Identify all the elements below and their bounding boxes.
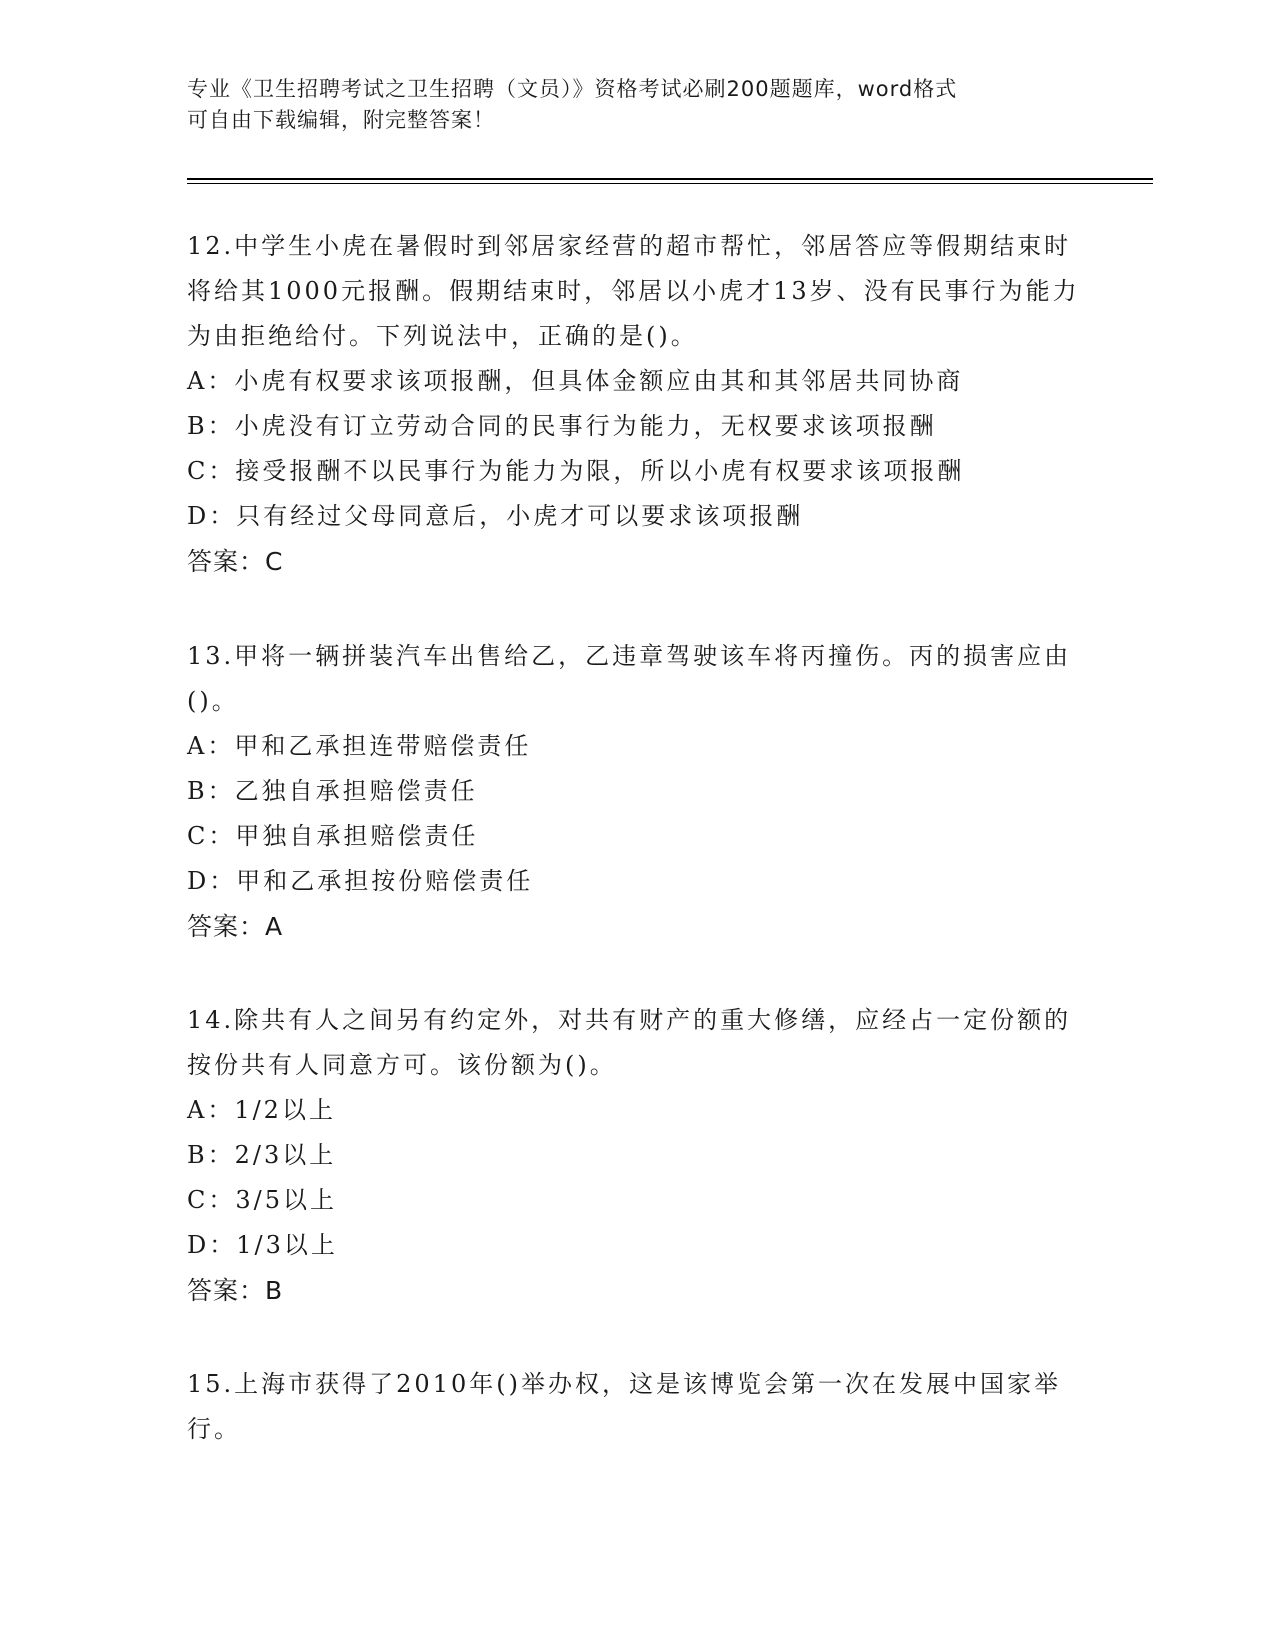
option-c: C：接受报酬不以民事行为能力为限，所以小虎有权要求该项报酬 [187,457,965,485]
option-d: D：甲和乙承担按份赔偿责任 [187,867,534,895]
option-a: A：1/2以上 [187,1096,336,1124]
header-line-1: 专业《卫生招聘考试之卫生招聘（文员）》资格考试必刷200题题库，word格式 [187,77,958,101]
header-line-2: 可自由下载编辑，附完整答案！ [187,108,495,132]
document-header [187,74,1067,136]
question-14 [187,998,1087,1313]
option-a: A：甲和乙承担连带赔偿责任 [187,732,532,760]
option-b: B：2/3以上 [187,1141,337,1169]
header-divider-thin [187,183,1153,184]
question-stem: 12.中学生小虎在暑假时到邻居家经营的超市帮忙，邻居答应等假期结束时将给其1000元报酬。假期结束时，邻居以小虎才13岁、没有民事行为能力为由拒绝给付。下列说法中，正确的是()。 [187,232,1080,350]
question-stem: 13.甲将一辆拼装汽车出售给乙，乙违章驾驶该车将丙撞伤。丙的损害应由()。 [187,642,1072,715]
option-d: D：只有经过父母同意后，小虎才可以要求该项报酬 [187,502,804,530]
header-divider-thick [187,178,1153,180]
option-b: B：小虎没有订立劳动合同的民事行为能力，无权要求该项报酬 [187,412,937,440]
option-c: C：3/5以上 [187,1186,337,1214]
answer: 答案：A [187,912,284,941]
question-15 [187,1362,1087,1452]
question-stem: 15.上海市获得了2010年()举办权，这是该博览会第一次在发展中国家举行。 [187,1370,1061,1443]
answer: 答案：B [187,1276,284,1305]
answer: 答案：C [187,547,284,576]
option-d: D：1/3以上 [187,1231,338,1259]
option-b: B：乙独自承担赔偿责任 [187,777,478,805]
question-12 [187,224,1087,584]
option-c: C：甲独自承担赔偿责任 [187,822,479,850]
question-13 [187,634,1087,949]
option-a: A：小虎有权要求该项报酬，但具体金额应由其和其邻居共同协商 [187,367,964,395]
question-stem: 14.除共有人之间另有约定外，对共有财产的重大修缮，应经占一定份额的按份共有人同意方可。该份额为()。 [187,1006,1072,1079]
